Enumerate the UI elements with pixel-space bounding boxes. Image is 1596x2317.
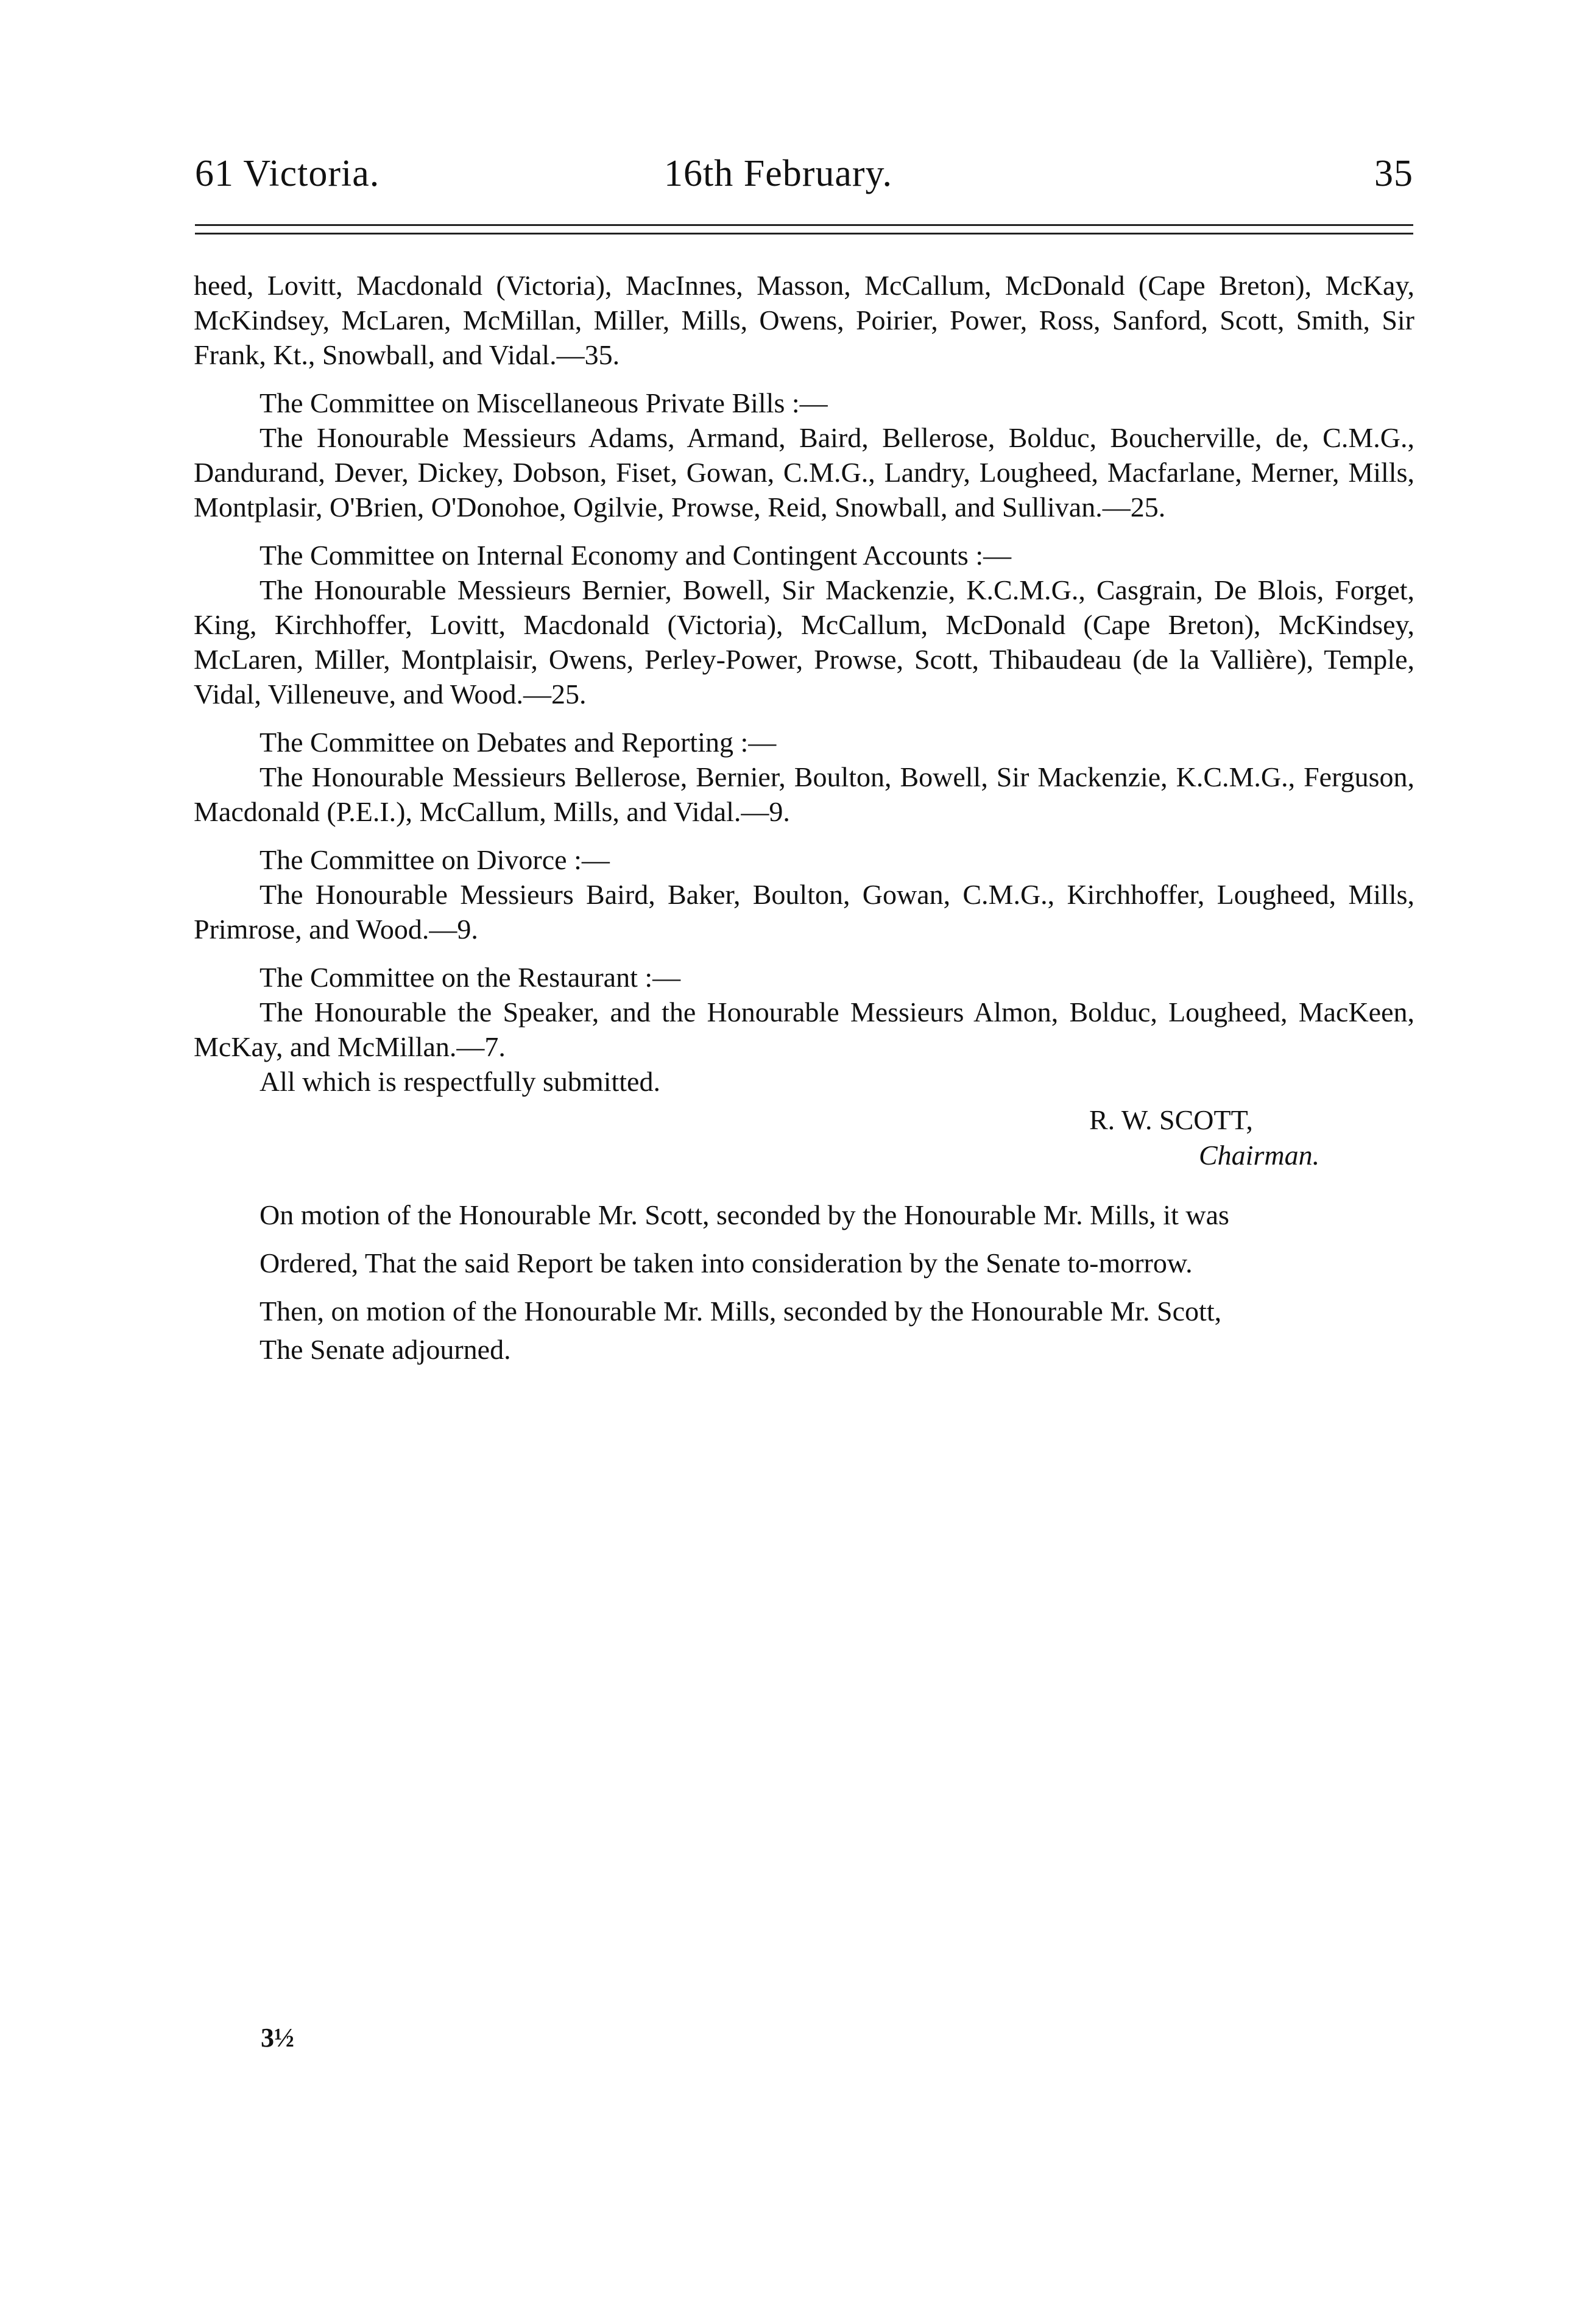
committee-members-internal-economy: The Honourable Messieurs Bernier, Bowell, Sir Mackenzie, K.C.M.G., Casgrain, De Blois, Forget, King, Kirchhoffer, Lovitt, Macdonald (Victoria), McCallum, McDonald (Cape Breton), McKindsey, McLaren, Miller, Montplaisir, Owens, Perley-Power, Prowse, Scott, Thibaudeau (de la Vallière), Temple, Vidal, Villeneuve, and Wood.—25. bbox=[194, 574, 1414, 710]
adjournment-line: The Senate adjourned. bbox=[260, 1334, 511, 1365]
signature-block bbox=[194, 1102, 1414, 1180]
header-rule-bottom bbox=[195, 233, 1413, 235]
signatory-title: Chairman. bbox=[1199, 1140, 1320, 1171]
committee-heading-debates: The Committee on Debates and Reporting :— bbox=[260, 727, 777, 758]
header-rule-top bbox=[195, 224, 1413, 226]
page-number: 35 bbox=[1374, 153, 1413, 194]
running-head bbox=[195, 152, 1413, 207]
committee-members-restaurant: The Honourable the Speaker, and the Honourable Messieurs Almon, Bolduc, Lougheed, MacKeen, McKay, and McMillan.—7. bbox=[194, 996, 1414, 1062]
motion-paragraph: On motion of the Honourable Mr. Scott, seconded by the Honourable Mr. Mills, it was bbox=[260, 1199, 1229, 1230]
member-list-continued: heed, Lovitt, Macdonald (Victoria), MacInnes, Masson, McCallum, McDonald (Cape Breton), McKay, McKindsey, McLaren, McMillan, Miller, Mills, Owens, Poirier, Power, Ross, Sanford, Scott, Smith, Sir Frank, Kt., Snowball, and Vidal.—35. bbox=[194, 270, 1414, 370]
adjournment-motion: Then, on motion of the Honourable Mr. Mills, seconded by the Honourable Mr. Scott, bbox=[260, 1296, 1222, 1327]
signature-mark: 3½ bbox=[261, 2023, 294, 2053]
order-paragraph: Ordered, That the said Report be taken into consideration by the Senate to-morrow. bbox=[260, 1247, 1193, 1278]
submission-line: All which is respectfully submitted. bbox=[260, 1066, 660, 1097]
committee-members-debates: The Honourable Messieurs Bellerose, Bernier, Boulton, Bowell, Sir Mackenzie, K.C.M.G., Ferguson, Macdonald (P.E.I.), McCallum, Mills, and Vidal.—9. bbox=[194, 761, 1414, 827]
committee-heading-restaurant: The Committee on the Restaurant :— bbox=[260, 962, 681, 993]
signatory-name: R. W. SCOTT, bbox=[1089, 1104, 1253, 1135]
committee-members-private-bills: The Honourable Messieurs Adams, Armand, Baird, Bellerose, Bolduc, Boucherville, de, C.M.G., Dandurand, Dever, Dickey, Dobson, Fiset, Gowan, C.M.G., Landry, Lougheed, Macfarlane, Merner, Mills, Montplasir, O'Brien, O'Donohoe, Ogilvie, Prowse, Reid, Snowball, and Sullivan.—25. bbox=[194, 422, 1414, 523]
committee-members-divorce: The Honourable Messieurs Baird, Baker, Boulton, Gowan, C.M.G., Kirchhoffer, Lougheed, Mills, Primrose, and Wood.—9. bbox=[194, 879, 1414, 945]
page-body bbox=[194, 268, 1414, 1380]
committee-heading-divorce: The Committee on Divorce :— bbox=[260, 844, 610, 875]
session-label: 61 Victoria. bbox=[195, 153, 380, 194]
committee-heading-internal-economy: The Committee on Internal Economy and Contingent Accounts :— bbox=[260, 540, 1012, 571]
committee-heading-private-bills: The Committee on Miscellaneous Private Bills :— bbox=[260, 387, 828, 418]
date-label: 16th February. bbox=[664, 153, 893, 194]
